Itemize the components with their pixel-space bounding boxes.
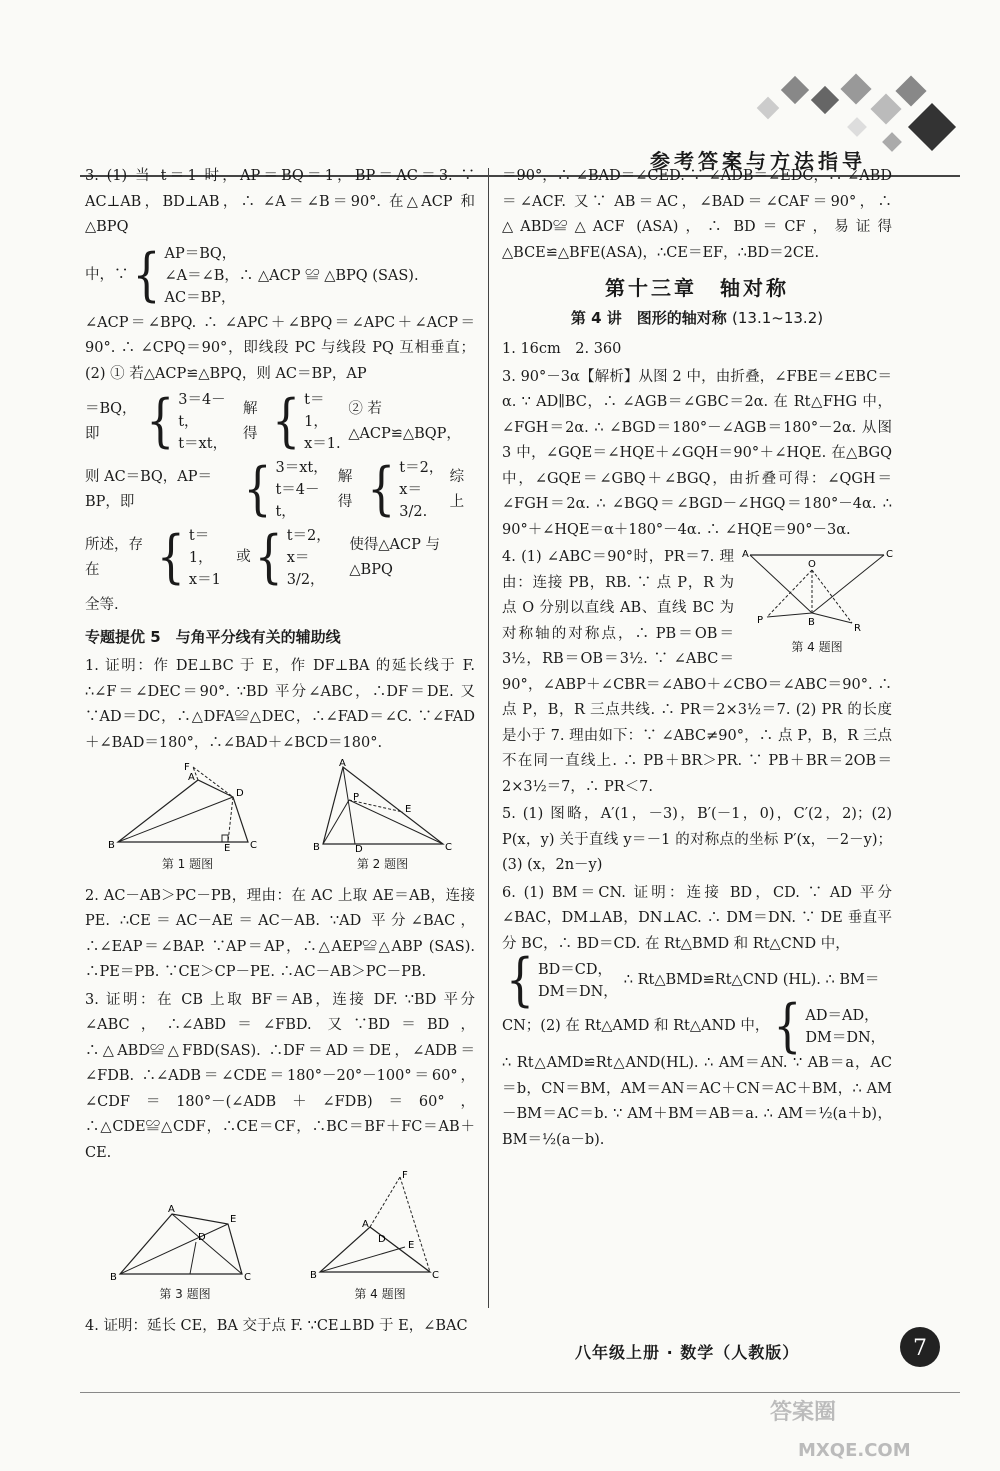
svg-text:A: A xyxy=(362,1219,369,1230)
svg-text:B: B xyxy=(808,617,815,628)
text: 解得 xyxy=(242,400,258,442)
brace: { xyxy=(254,524,283,591)
sys xyxy=(287,525,344,591)
svg-text:E: E xyxy=(223,843,230,854)
svg-text:C: C xyxy=(432,1270,439,1281)
text: 或 xyxy=(236,549,251,566)
sys-line: DM＝DN， xyxy=(538,984,618,1000)
sys-line: t＝4－t， xyxy=(275,482,320,520)
figure-4-right-drawing xyxy=(742,545,892,635)
header-title: 参考答案与方法指导 xyxy=(650,149,866,173)
text: ∴ Rt△BMD≌Rt△CND (HL). ∴ BM＝ xyxy=(623,972,880,989)
watermark-url: MXQE.COM xyxy=(798,1440,911,1461)
sys-line: t＝xt， xyxy=(178,436,228,452)
bottom-rule xyxy=(80,1392,960,1393)
svg-text:C: C xyxy=(244,1272,251,1283)
sys-line: t＝2， xyxy=(286,528,331,544)
figure-2 xyxy=(312,758,453,878)
text: ② 若△ACP≌△BQP， xyxy=(348,400,461,442)
figure-2-drawing xyxy=(312,758,453,855)
page-number-badge xyxy=(898,1325,942,1369)
footer-text: 八年级上册 · 数学（人教版） xyxy=(575,1343,800,1362)
svg-text:A: A xyxy=(338,758,346,769)
svg-text:F: F xyxy=(183,762,190,773)
s3-text: 3. 证明：在 CB 上取 BF＝AB，连接 DF. ∵BD 平分∠ABC，∴∠ABD＝∠FBD. 又∵BD＝BD，∴△ABD≌△FBD(SAS). ∴DF＝AD＝DE，∠ADB＝∠FDB. ∴∠ADB＝∠CDE＝180°－20°－100°＝60°，∠CDF＝180°－(∠ADB＋∠FDB)＝60°，∴△CDE≌△CDF，∴CE＝CF，∴BC＝BF＋FC＝AB＋CE. xyxy=(85,991,475,1161)
sys-line: t＝1， xyxy=(188,528,213,566)
sys-line: 3＝xt， xyxy=(275,460,328,476)
right-column xyxy=(502,164,892,1155)
q3-line3 xyxy=(85,389,475,455)
r4-text: 4. (1) ∠ABC＝90°时，PR＝7. 理由：连接 PB，RB. ∵ 点 P，R 为点 O 分别以直线 AB、直线 BC 为对称轴的对称点，∴ PB＝OB＝3½，RB＝OB＝3½. ∵ ∠ABC＝90°，∠ABP＋∠CBR＝∠ABO＋∠CBO＝∠ABC＝90°. ∴ 点 P，B，R 三点共线. ∴ PR＝2×3½＝7. (2) PR 的长度是小于 7. 理由如下：∵ ∠ABC≠90°，∴ 点 P，B，R 三点不在同一直线上. ∴ PB＋BR＞PR. ∵ PB＋BR＝2OB＝2×3½＝7，∴ PR＜7. xyxy=(502,549,892,795)
brace: { xyxy=(146,388,175,455)
figure-4-right xyxy=(742,545,892,661)
lecture-label: 第 4 讲 图形的轴对称 xyxy=(570,308,727,327)
sys-line: AC＝BP， xyxy=(164,289,236,306)
sys xyxy=(538,959,618,1003)
sys xyxy=(399,457,443,523)
figure-3 xyxy=(110,1202,260,1308)
r3-text: 3. 90°－3α【解析】从图 2 中，由折叠，∠FBE＝∠EBC＝α. ∵ AD∥BC，∴ ∠AGB＝∠GBC＝2α. 在 Rt△FHG 中，∠FGH＝2α. ∴ ∠BGD＝180°－∠AGB＝180°－2α. 从图 3 中，∠GQE＝∠HQE＋∠GQH＝90°＋∠HQE. 在△BGQ 中，∠GQE＝∠GBQ＋∠BGQ，由折叠可得：∠QGH＝∠FGH＝2α. ∴ ∠BGQ＝∠BGD－∠HGQ＝180°－4α. ∴ 90°＋∠HQE＝α＋180°－4α. ∴ ∠HQE＝90°－3α. xyxy=(502,368,892,538)
figure-3-drawing xyxy=(110,1202,260,1282)
sys-line: x＝1. xyxy=(304,436,341,452)
brace: { xyxy=(367,456,396,523)
sys-line: DM＝DN， xyxy=(805,1030,886,1046)
q3-line5 xyxy=(85,525,475,591)
brace: { xyxy=(132,241,161,308)
sys xyxy=(275,457,331,523)
figure-4 xyxy=(310,1172,450,1308)
r6-sys1 xyxy=(502,947,892,1014)
svg-text:B: B xyxy=(107,840,115,851)
svg-text:B: B xyxy=(312,842,320,853)
svg-text:R: R xyxy=(854,623,861,634)
sys-line: AP＝BQ， xyxy=(164,245,237,262)
left-column xyxy=(85,164,475,1341)
s2-text: 2. AC－AB＞PC－PB，理由：在 AC 上取 AE＝AB，连接 PE. ∴CE＝AC－AE＝AC－AB. ∵AD 平分∠BAC，∴∠EAP＝∠BAP. ∵AP＝AP，∴△AEP≌△ABP (SAS). ∴PE＝PB. ∵CE＞CP－PE. ∴AC－AB＞PC－PB. xyxy=(85,887,475,980)
text: 综上 xyxy=(449,468,465,510)
section-title: 专题提优 5 与角平分线有关的辅助线 xyxy=(85,627,341,646)
svg-text:E: E xyxy=(230,1214,237,1225)
figure-1 xyxy=(108,762,268,878)
sys-line: x＝1 xyxy=(188,572,221,588)
s1-text: 1. 证明：作 DE⊥BC 于 E，作 DF⊥BA 的延长线于 F. ∴∠F＝∠DEC＝90°. ∵BD 平分∠ABC，∴DF＝DE. 又∵AD＝DC，∴△DFA≌△DEC，∴∠FAD＝∠C. ∵∠FAD＋∠BAD＝180°，∴∠BAD＋∠BCD＝180°. xyxy=(85,658,475,751)
sys-line: AD＝AD， xyxy=(805,1008,879,1024)
r-cont: ＝90°，∴ ∠BAD＝∠CED. ∵ ∠ADB＝∠EDC，∴ ∠ABD＝∠ACF. 又∵ AB＝AC，∠BAD＝∠CAF＝90°，∴ △ABD≌△ACF (ASA)，∴ BD＝CF，易证得△BCE≌△BFE(ASA)，∴CE＝EF，∴BD＝2CE. xyxy=(502,168,892,261)
chapter-title: 第十三章 轴对称 xyxy=(605,276,789,300)
svg-text:A: A xyxy=(187,772,195,783)
brace: { xyxy=(506,947,534,1014)
figure-3-caption: 第 3 题图 xyxy=(159,1287,211,1301)
figure-2-caption: 第 2 题图 xyxy=(356,857,409,871)
s4-text: 4. 证明：延长 CE，BA 交于点 F. ∵CE⊥BD 于 E，∠BAC xyxy=(85,1317,468,1334)
svg-text:O: O xyxy=(808,559,816,570)
fig-row-1-2 xyxy=(85,758,475,878)
q3-system xyxy=(85,243,475,309)
svg-text:A: A xyxy=(742,549,749,560)
column-divider xyxy=(488,168,489,1308)
svg-text:D: D xyxy=(354,844,363,855)
svg-text:P: P xyxy=(352,792,359,803)
sys-line: 3＝4－t， xyxy=(178,392,226,430)
svg-text:D: D xyxy=(198,1232,206,1243)
watermark-logo: 答案圈 xyxy=(770,1400,837,1425)
svg-text:C: C xyxy=(886,549,893,560)
q3-intro: 3. (1) 当 t＝1 时，AP＝BQ＝1，BP＝AC＝3. ∵ AC⊥AB，BD⊥AB，∴ ∠A＝∠B＝90°. 在△ACP 和△BPQ xyxy=(85,168,475,235)
text: 所述，存在 xyxy=(85,536,143,578)
text: 使得△ACP 与△BPQ xyxy=(349,536,440,578)
text: CN；(2) 在 Rt△AMD 和 Rt△AND 中， xyxy=(502,1018,770,1035)
r1-text: 1. 16cm 2. 360 xyxy=(502,341,622,357)
svg-text:F: F xyxy=(402,1170,408,1181)
figure-1-drawing xyxy=(108,762,268,852)
brace: { xyxy=(243,456,272,523)
sys-line: BD＝CD， xyxy=(538,962,613,978)
svg-text:C: C xyxy=(444,842,452,853)
r5-text: 5. (1) 图略，A′(1，－3)，B′(－1，0)，C′(2，2)；(2) P(x，y) 关于直线 y＝－1 的对称点的坐标 P′(x，－2－y)；(3) (x，2n－y) xyxy=(502,806,892,873)
q3-sys-lines xyxy=(165,243,419,309)
svg-text:E: E xyxy=(404,804,411,815)
figure-1-caption: 第 1 题图 xyxy=(161,857,214,871)
sys-line: t＝1， xyxy=(304,392,328,430)
sys-line: t＝2， xyxy=(399,460,444,476)
lecture-range: (13.1~13.2) xyxy=(732,308,824,327)
sys-line: ∠A＝∠B，∴ △ACP ≌ △BPQ (SAS). xyxy=(164,267,419,284)
q3-line4 xyxy=(85,457,475,523)
svg-text:C: C xyxy=(249,840,257,851)
q3-p2: ∠ACP＝∠BPQ. ∴ ∠APC＋∠BPQ＝∠APC＋∠ACP＝90°. ∴ ∠CPQ＝90°，即线段 PC 与线段 PQ 互相垂直；(2) ① 若△ACP≌△BPQ，则 AC＝BP，AP xyxy=(85,314,475,382)
sys xyxy=(178,389,237,455)
brace: { xyxy=(773,993,802,1060)
sys-line: x＝3/2， xyxy=(286,550,325,588)
r6d-text: ∴ Rt△AMD≌Rt△AND(HL). ∴ AM＝AN. ∵ AB＝a，AC＝b，CN＝BM，AM＝AN＝AC＋CN＝AC＋BM，∴ AM－BM＝AC＝b. ∵ AM＋BM＝AB＝a. ∴ AM＝½(a＋b)，BM＝½(a－b). xyxy=(502,1055,892,1148)
svg-text:B: B xyxy=(310,1270,317,1281)
svg-text:E: E xyxy=(408,1240,415,1251)
figure-4-drawing xyxy=(310,1172,450,1282)
q3-end: 全等. xyxy=(85,597,119,613)
q3-zhong: 中，∵ xyxy=(85,266,129,283)
svg-text:A: A xyxy=(168,1204,175,1215)
brace: { xyxy=(156,524,185,591)
svg-text:D: D xyxy=(235,788,244,799)
figure-4-caption: 第 4 题图 xyxy=(354,1287,406,1301)
fig-row-3-4 xyxy=(85,1172,475,1308)
text: ＝BQ，即 xyxy=(85,400,137,442)
brace: { xyxy=(272,388,301,455)
svg-text:D: D xyxy=(378,1234,386,1245)
sys xyxy=(189,525,230,591)
sys xyxy=(304,389,342,455)
svg-text:B: B xyxy=(110,1272,117,1283)
text: 解得 xyxy=(337,468,353,510)
r6a-text: 6. (1) BM＝CN. 证明：连接 BD，CD. ∵ AD 平分∠BAC，DM⊥AB，DN⊥AC. ∴ DM＝DN. ∵ DE 垂直平分 BC，∴ BD＝CD. 在 Rt△BMD 和 Rt△CND 中， xyxy=(502,884,892,952)
svg-text:P: P xyxy=(757,615,764,626)
r6-sys2 xyxy=(502,993,892,1060)
text: 则 AC＝BQ，AP＝BP，即 xyxy=(85,468,212,510)
figure-4-right-caption: 第 4 题图 xyxy=(791,640,843,654)
lecture-title xyxy=(502,306,892,332)
page-number: 7 xyxy=(913,1336,927,1361)
sys-line: x＝3/2. xyxy=(399,482,428,520)
sys xyxy=(805,1005,885,1049)
